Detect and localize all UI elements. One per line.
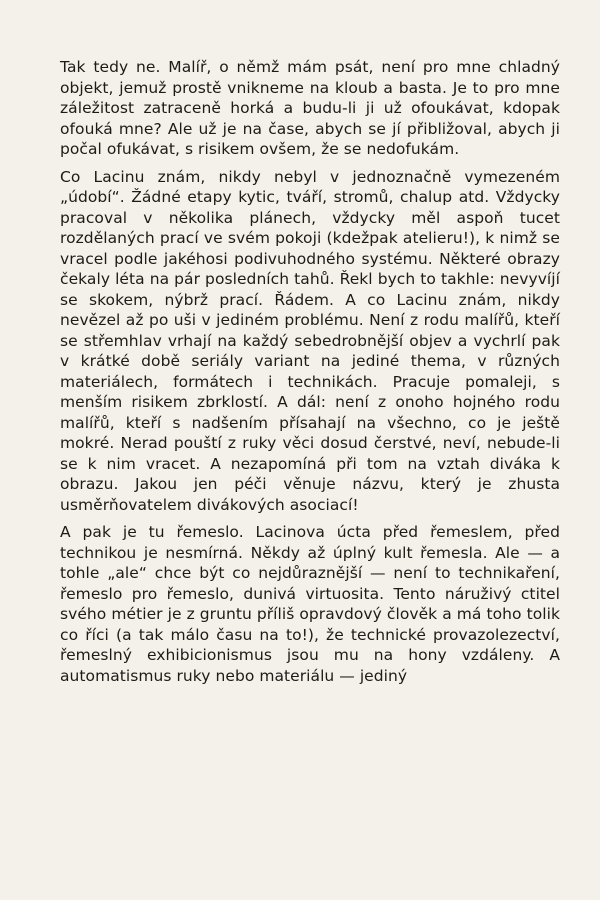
paragraph-3: A pak je tu řemeslo. Lacinova úcta před řemeslem, před technikou je nesmírná. Někdy až úplný kult řemesla. Ale — a tohle „ale“ chce být co nejdůraznější — není to technikaření, řemeslo pro řemeslo, dunivá virtuosita. Tento náruživý ctitel svého métier je z gruntu příliš opravdový člověk a má toho tolik co říci (a tak málo času na to!), že technické provazolezectví, řemeslný exhibicionismus jsou mu na hony vzdáleny. A automatismus ruky nebo materiálu — jediný xyxy=(60,523,560,685)
paragraph-1: Tak tedy ne. Malíř, o němž mám psát, není pro mne chladný objekt, jemuž prostě vnikneme na kloub a basta. Je to pro mne záležitost zatraceně horká a budu-li ji už ofoukávat, kdopak ofouká mne? Ale už je na čase, abych se jí přibližoval, abych ji počal ofukávat, s risikem ovšem, že se nedofukám. xyxy=(60,58,560,158)
paragraph-2: Co Lacinu znám, nikdy nebyl v jednoznačně vymezeném „údobí“. Žádné etapy kytic, tváří, stromů, chalup atd. Vždycky pracoval v několika plánech, vždycky měl aspoň tucet rozdělaných prací ve svém pokoji (kdežpak atelieru!), k nimž se vracel podle jakéhosi podivuhodného systému. Některé obrazy čekaly léta na pár posledních tahů. Řekl bych to takhle: nevyvíjí se skokem, nýbrž prací. Řádem. A co Lacinu znám, nikdy nevězel až po uši v jediném problému. Není z rodu malířů, kteří se střemhlav vrhají na každý sebedrobnější objev a vychrlí pak v krátké době seriály variant na jediné thema, v různých materiálech, formátech i technikách. Pracuje pomaleji, s menším risikem zbrklostí. A dál: není z onoho hojného rodu malířů, kteří s nadšením přísahají na všechno, co je ještě mokré. Nerad pouští z ruky věci dosud čerstvé, neví, nebude-li se k nim vracet. A nezapomíná při tom na vztah diváka k obrazu. Jakou jen péči věnuje názvu, který je zhusta usměrňovatelem divákových asociací! xyxy=(60,167,560,514)
